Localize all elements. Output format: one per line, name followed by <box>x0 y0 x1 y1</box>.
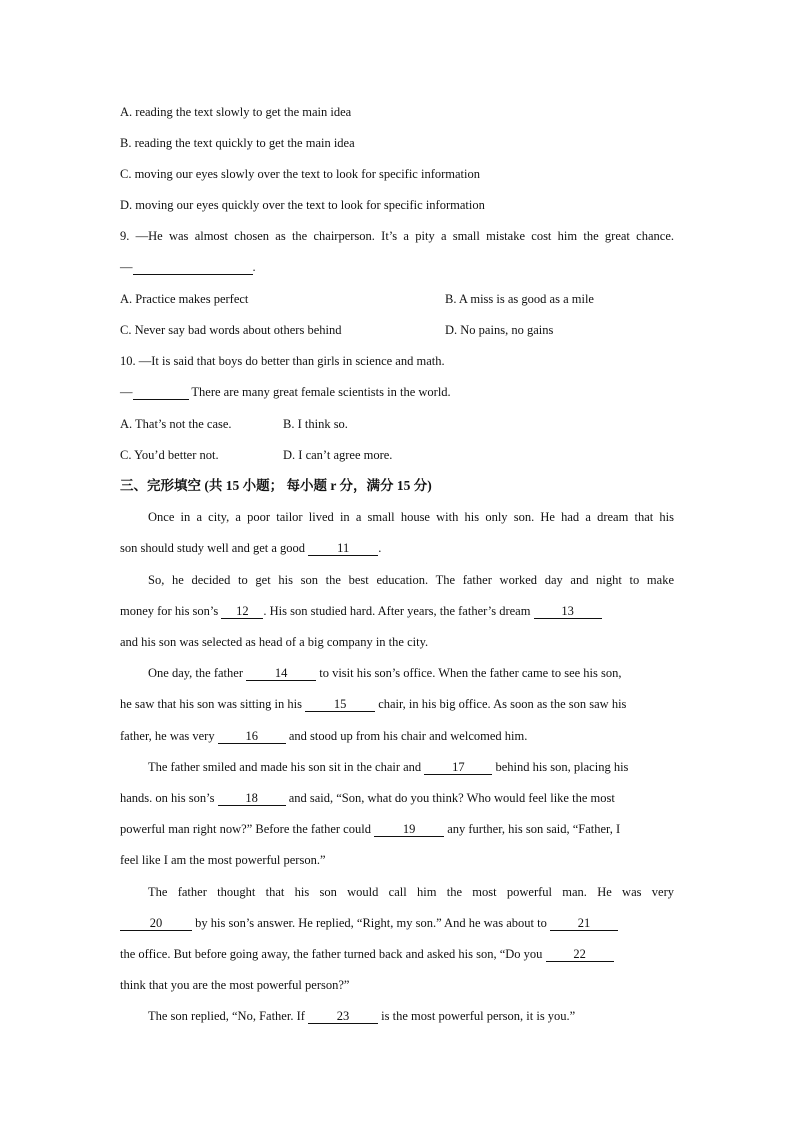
q8-option-c: C. moving our eyes slowly over the text to look for specific information <box>120 167 480 181</box>
text-span: father, he was very <box>120 729 218 743</box>
text-span: any further, his son said, “Father, I <box>444 822 621 836</box>
q10-answer-line <box>120 384 451 400</box>
q10-option-d: D. I can’t agree more. <box>283 448 393 462</box>
passage-p5-line2 <box>120 915 618 931</box>
text-span: by his son’s answer. He replied, “Right, my son.” And he was about to <box>192 916 550 930</box>
passage-p5-line3 <box>120 946 614 962</box>
text-span: son should study well and get a good <box>120 541 309 555</box>
q10-option-c: C. You’d better not. <box>120 448 219 462</box>
blank-22: 22 <box>546 947 614 962</box>
text-span: is the most powerful person, it is you.” <box>378 1009 576 1023</box>
passage-p5-line4: think that you are the most powerful person?” <box>120 978 350 992</box>
text-span: The father smiled and made his son sit in the chair and <box>148 760 425 774</box>
passage-p4-line4: feel like I am the most powerful person.” <box>120 853 326 867</box>
text-span: and stood up from his chair and welcomed him. <box>285 729 528 743</box>
q8-option-a: A. reading the text slowly to get the main idea <box>120 105 352 119</box>
passage-p4-line1 <box>148 759 628 775</box>
section-heading: 三、完形填空 (共 15 小题； 每小题 r 分，满分 15 分) <box>120 478 432 493</box>
text-span: . His son studied hard. After years, the father’s dream <box>263 604 534 618</box>
passage-p6-line1 <box>148 1008 575 1024</box>
passage-p5-line1: The father thought that his son would call him the most powerful man. He was very <box>148 885 674 899</box>
q9-answer-end: . <box>252 260 256 274</box>
blank-12: 12 <box>221 604 263 619</box>
passage-p1-line2 <box>120 540 381 556</box>
q9-option-b: B. A miss is as good as a mile <box>445 292 594 306</box>
q8-option-d: D. moving our eyes quickly over the text to look for specific information <box>120 198 485 212</box>
passage-p2-line3: and his son was selected as head of a big company in the city. <box>120 635 429 649</box>
blank-13: 13 <box>534 604 602 619</box>
text-span: chair, in his big office. As soon as the son saw his <box>375 697 627 711</box>
q9-dash: — <box>120 260 133 274</box>
blank-16: 16 <box>218 729 286 744</box>
q8-option-b: B. reading the text quickly to get the main idea <box>120 136 355 150</box>
q10-option-a: A. That’s not the case. <box>120 417 232 431</box>
text-span: behind his son, placing his <box>492 760 629 774</box>
passage-p3-line2 <box>120 696 626 712</box>
q9-option-d: D. No pains, no gains <box>445 323 554 337</box>
text-span: to visit his son’s office. When the father came to see his son, <box>316 666 622 680</box>
passage-p3-line3 <box>120 728 527 744</box>
blank-18: 18 <box>218 791 286 806</box>
q9-stem: 9. —He was almost chosen as the chairperson. It’s a pity a small mistake cost him the great chance. <box>120 229 674 243</box>
text-span: . <box>378 541 382 555</box>
text-span: money for his son’s <box>120 604 222 618</box>
passage-p1-line1: Once in a city, a poor tailor lived in a small house with his only son. He had a dream that his <box>148 510 674 524</box>
blank-14: 14 <box>246 666 316 681</box>
text-span: he saw that his son was sitting in his <box>120 697 306 711</box>
q9-option-c: C. Never say bad words about others behind <box>120 323 342 337</box>
text-span: The son replied, “No, Father. If <box>148 1009 309 1023</box>
q10-answer-blank <box>133 385 189 400</box>
blank-23: 23 <box>308 1009 378 1024</box>
blank-17: 17 <box>424 760 492 775</box>
q9-option-a: A. Practice makes perfect <box>120 292 249 306</box>
blank-21: 21 <box>550 916 618 931</box>
blank-20: 20 <box>120 916 192 931</box>
passage-p2-line2 <box>120 603 602 619</box>
passage-p4-line2 <box>120 790 615 806</box>
text-span: hands. on his son’s <box>120 791 218 805</box>
passage-p2-line1: So, he decided to get his son the best education. The father worked day and night to make <box>148 573 674 587</box>
text-span: the office. But before going away, the father turned back and asked his son, “Do you <box>120 947 546 961</box>
blank-11: 11 <box>308 541 378 556</box>
text-span: powerful man right now?” Before the father could <box>120 822 375 836</box>
passage-p4-line3 <box>120 821 620 837</box>
text-span: and said, “Son, what do you think? Who would feel like the most <box>285 791 615 805</box>
q9-answer-line <box>120 259 256 275</box>
q10-answer-rest: There are many great female scientists in the world. <box>188 385 451 399</box>
passage-p3-line1 <box>148 665 622 681</box>
q10-stem: 10. —It is said that boys do better than girls in science and math. <box>120 354 445 368</box>
q10-dash: — <box>120 385 133 399</box>
q10-option-b: B. I think so. <box>283 417 348 431</box>
blank-19: 19 <box>374 822 444 837</box>
text-span: One day, the father <box>148 666 247 680</box>
q9-answer-blank <box>133 260 253 275</box>
blank-15: 15 <box>305 697 375 712</box>
